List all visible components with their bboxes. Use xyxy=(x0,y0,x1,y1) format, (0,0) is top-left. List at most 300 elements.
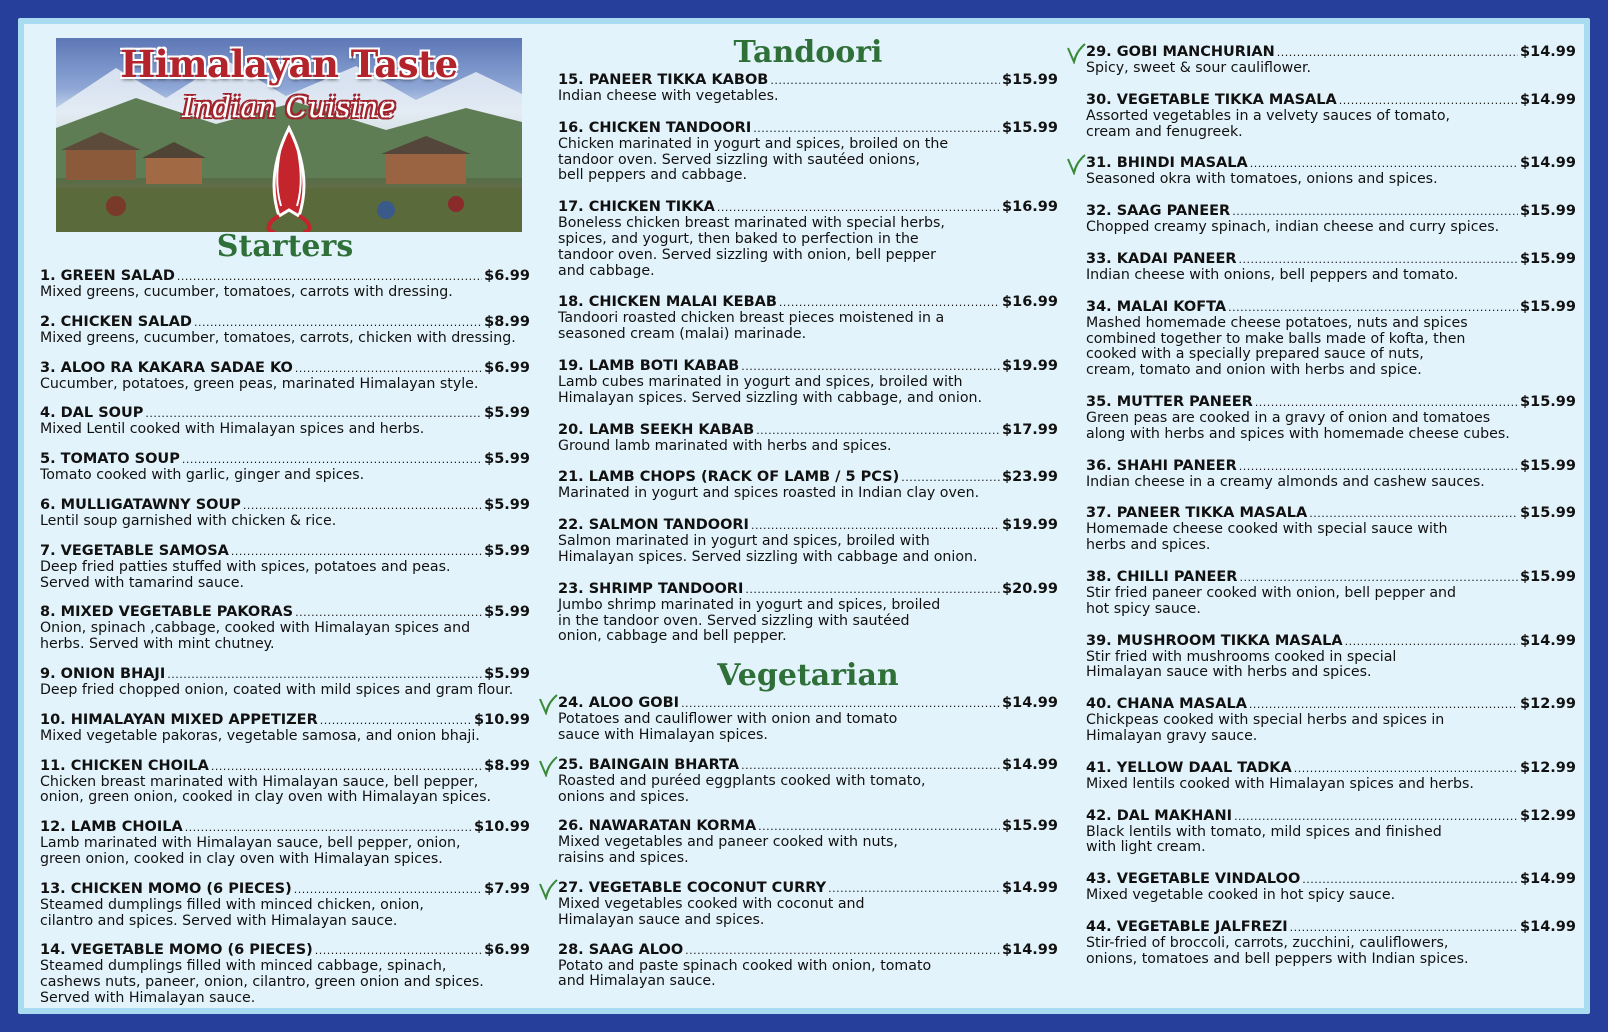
menu-item-price: $14.99 xyxy=(1002,695,1058,712)
leader-dots xyxy=(1255,395,1518,411)
menu-item-description: Jumbo shrimp marinated in yogurt and spices, broiled xyxy=(558,596,941,613)
restaurant-subtitle: Indian Cuisine xyxy=(182,90,396,124)
menu-item-price: $15.99 xyxy=(1520,298,1576,315)
menu-item-price: $10.99 xyxy=(474,819,530,836)
leader-dots xyxy=(770,73,1000,89)
menu-item-name: 39. MUSHROOM TIKKA MASALA xyxy=(1086,632,1343,649)
menu-item xyxy=(558,695,1058,744)
leader-dots xyxy=(1345,634,1518,650)
leader-dots xyxy=(1339,93,1518,109)
menu-item-description: Chicken breast marinated with Himalayan sauce, bell pepper, xyxy=(40,773,479,790)
leader-dots xyxy=(177,269,482,285)
menu-item-price: $15.99 xyxy=(1520,568,1576,585)
menu-item-description: Mixed greens, cucumber, tomatoes, carrots, chicken with dressing. xyxy=(40,329,516,346)
menu-item-description: Black lentils with tomato, mild spices and finished xyxy=(1086,823,1442,840)
menu-item-name: 28. SAAG ALOO xyxy=(558,941,684,958)
leader-dots xyxy=(1302,872,1518,888)
menu-item-description: Stir-fried of broccoli, carrots, zucchini, cauliflowers, xyxy=(1086,934,1449,951)
leader-dots xyxy=(828,881,1000,897)
menu-item xyxy=(1086,394,1576,443)
menu-item-name: 14. VEGETABLE MOMO (6 PIECES) xyxy=(40,942,313,959)
menu-item-header xyxy=(40,497,530,514)
leader-dots xyxy=(1239,252,1519,268)
menu-item-price: $15.99 xyxy=(1002,818,1058,835)
menu-item-name: 24. ALOO GOBI xyxy=(558,695,680,712)
menu-item-description: Onion, spinach ,cabbage, cooked with Himalayan spices and xyxy=(40,620,471,637)
menu-item-price: $14.99 xyxy=(1002,941,1058,958)
leader-dots xyxy=(294,882,482,898)
menu-item-name: 30. VEGETABLE TIKKA MASALA xyxy=(1086,91,1337,108)
menu-item-description: Served with Himalayan sauce. xyxy=(40,989,256,1006)
leader-dots xyxy=(1290,920,1518,936)
menu-item-name: 1. GREEN SALAD xyxy=(40,268,175,284)
menu-item-header xyxy=(40,942,530,959)
menu-item-description: tandoor oven. Served sizzling with onion, bell pepper xyxy=(558,246,936,263)
menu-item xyxy=(40,543,530,592)
menu-item-description: Mixed vegetables cooked with coconut and xyxy=(558,895,865,912)
menu-item-description: Served with tamarind sauce. xyxy=(40,574,244,591)
leader-dots xyxy=(901,470,1000,486)
menu-item xyxy=(40,451,530,484)
menu-item xyxy=(1086,633,1576,682)
menu-item-description: Green peas are cooked in a gravy of onion and tomatoes xyxy=(1086,409,1491,426)
menu-item-name: 10. HIMALAYAN MIXED APPETIZER xyxy=(40,711,318,728)
menu-item-description: Himalayan spices. Served sizzling with cabbage, and onion. xyxy=(558,389,983,406)
menu-item-price: $5.99 xyxy=(484,542,530,559)
vegan-leaf-icon xyxy=(1066,42,1086,64)
menu-item-name: 4. DAL SOUP xyxy=(40,405,144,422)
menu-item-name: 6. MULLIGATAWNY SOUP xyxy=(40,496,241,513)
vegetarian-continued-column xyxy=(1086,44,1576,968)
menu-item xyxy=(558,72,1058,105)
menu-item xyxy=(558,358,1058,407)
menu-frame xyxy=(18,18,1590,1014)
menu-item-name: 23. SHRIMP TANDOORI xyxy=(558,580,744,597)
menu-item-description: Steamed dumplings filled with minced cabbage, spinach, xyxy=(40,958,447,975)
leader-dots xyxy=(185,820,472,836)
menu-item-name: 20. LAMB SEEKH KABAB xyxy=(558,421,755,438)
menu-item xyxy=(40,666,530,699)
menu-item-name: 40. CHANA MASALA xyxy=(1086,696,1247,713)
menu-panel xyxy=(24,24,1584,1008)
menu-item-header xyxy=(558,880,1058,897)
menu-item-price: $8.99 xyxy=(484,757,530,774)
menu-item-price: $17.99 xyxy=(1002,421,1058,438)
leader-dots xyxy=(745,582,1000,598)
menu-item-name: 44. VEGETABLE JALFREZI xyxy=(1086,918,1288,935)
menu-item xyxy=(1086,696,1576,745)
menu-item-header xyxy=(1086,569,1576,586)
leader-dots xyxy=(243,498,482,514)
menu-item-description: Assorted vegetables in a velvety sauces of tomato, xyxy=(1086,107,1451,124)
menu-item xyxy=(558,469,1058,502)
menu-item-header xyxy=(1086,760,1576,777)
leader-dots xyxy=(182,452,482,468)
menu-item-price: $6.99 xyxy=(484,359,530,376)
menu-item-header xyxy=(558,72,1058,89)
menu-item-description: Roasted and puréed eggplants cooked with tomato, xyxy=(558,772,926,789)
leader-dots xyxy=(758,819,1000,835)
menu-item-header xyxy=(1086,696,1576,713)
menu-item-header xyxy=(558,120,1058,137)
restaurant-banner xyxy=(56,38,522,232)
menu-item-header xyxy=(558,695,1058,712)
menu-item-name: 11. CHICKEN CHOILA xyxy=(40,757,209,774)
menu-item-name: 43. VEGETABLE VINDALOO xyxy=(1086,871,1301,888)
menu-item-description: Lentil soup garnished with chicken & rice. xyxy=(40,512,337,529)
menu-item-description: Ground lamb marinated with herbs and spices. xyxy=(558,437,892,454)
menu-item xyxy=(558,581,1058,645)
menu-item-header xyxy=(40,451,530,468)
menu-item xyxy=(558,880,1058,929)
menu-item-description: cilantro and spices. Served with Himalayan sauce. xyxy=(40,912,398,929)
menu-item-header xyxy=(558,942,1058,959)
leader-dots xyxy=(1232,204,1518,220)
menu-item-description: Mixed lentils cooked with Himalayan spices and herbs. xyxy=(1086,775,1474,792)
menu-item-header xyxy=(1086,203,1576,220)
menu-item-header xyxy=(40,712,530,729)
leader-dots xyxy=(1250,156,1518,172)
menu-item-price: $19.99 xyxy=(1002,517,1058,534)
menu-item-description: Mixed vegetables and paneer cooked with nuts, xyxy=(558,834,898,851)
menu-item-price: $8.99 xyxy=(484,313,530,330)
menu-item-price: $15.99 xyxy=(1520,203,1576,220)
menu-item-description: Marinated in yogurt and spices roasted in Indian clay oven. xyxy=(558,485,980,502)
leader-dots xyxy=(320,713,472,729)
menu-item xyxy=(40,819,530,868)
menu-item-price: $10.99 xyxy=(474,711,530,728)
menu-item-header xyxy=(1086,251,1576,268)
menu-item-price: $5.99 xyxy=(484,405,530,422)
menu-item-name: 27. VEGETABLE COCONUT CURRY xyxy=(558,879,827,896)
menu-item-price: $19.99 xyxy=(1002,357,1058,374)
menu-item-name: 5. TOMATO SOUP xyxy=(40,451,180,468)
menu-item xyxy=(558,942,1058,991)
menu-item-name: 32. SAAG PANEER xyxy=(1086,203,1231,220)
menu-item-description: Cucumber, potatoes, green peas, marinated Himalayan style. xyxy=(40,375,479,392)
menu-item-header xyxy=(40,819,530,836)
menu-item-header xyxy=(1086,299,1576,316)
vegan-leaf-icon xyxy=(538,878,558,900)
menu-item-header xyxy=(40,405,530,422)
menu-item xyxy=(40,360,530,393)
leader-dots xyxy=(1309,506,1518,522)
menu-item xyxy=(1086,299,1576,379)
menu-item-header xyxy=(558,581,1058,598)
menu-item-header xyxy=(1086,505,1576,522)
leader-dots xyxy=(751,518,1000,534)
menu-item-header xyxy=(1086,919,1576,936)
menu-item-description: Potatoes and cauliflower with onion and tomato xyxy=(558,711,898,728)
menu-item xyxy=(40,268,530,301)
menu-item-price: $15.99 xyxy=(1520,250,1576,267)
menu-item-description: Homemade cheese cooked with special sauce with xyxy=(1086,521,1448,538)
menu-item-price: $15.99 xyxy=(1002,119,1058,136)
menu-item xyxy=(558,517,1058,566)
leader-dots xyxy=(295,361,482,377)
menu-item-price: $14.99 xyxy=(1520,632,1576,649)
menu-item-price: $15.99 xyxy=(1520,393,1576,410)
leader-dots xyxy=(756,423,1000,439)
menu-item-description: and cabbage. xyxy=(558,262,655,279)
menu-item-description: onion, green onion, cooked in clay oven with Himalayan spices. xyxy=(40,789,492,806)
menu-item-price: $15.99 xyxy=(1520,457,1576,474)
tandoori-column xyxy=(558,36,1058,990)
menu-item-description: Mixed Lentil cooked with Himalayan spices and herbs. xyxy=(40,421,425,438)
menu-item-header xyxy=(40,881,530,898)
menu-item-name: 13. CHICKEN MOMO (6 PIECES) xyxy=(40,880,292,897)
menu-item-header xyxy=(558,294,1058,311)
menu-item xyxy=(40,314,530,347)
menu-item-description: Himalayan gravy sauce. xyxy=(1086,727,1258,744)
menu-item-header xyxy=(1086,92,1576,109)
menu-item-description: onions, tomatoes and bell peppers with Indian spices. xyxy=(1086,950,1469,967)
menu-item-price: $14.99 xyxy=(1002,879,1058,896)
menu-item-description: onions and spices. xyxy=(558,788,690,805)
menu-item-description: tandoor oven. Served sizzling with sautéed onions, xyxy=(558,151,921,168)
menu-item xyxy=(40,497,530,530)
menu-item-description: hot spicy sauce. xyxy=(1086,600,1201,617)
leader-dots xyxy=(167,667,482,683)
leader-dots xyxy=(1239,459,1518,475)
menu-item-name: 35. MUTTER PANEER xyxy=(1086,393,1253,410)
menu-item-header xyxy=(1086,155,1576,172)
leader-dots xyxy=(1228,300,1518,316)
menu-item xyxy=(1086,760,1576,793)
menu-item-name: 31. BHINDI MASALA xyxy=(1086,155,1248,172)
menu-item-name: 33. KADAI PANEER xyxy=(1086,250,1237,267)
menu-item xyxy=(40,405,530,438)
vegetarian-list xyxy=(558,695,1058,990)
leader-dots xyxy=(741,758,1000,774)
leader-dots xyxy=(231,544,482,560)
menu-item xyxy=(1086,808,1576,857)
menu-item-description: Lamb marinated with Himalayan sauce, bell pepper, onion, xyxy=(40,835,461,852)
menu-item-header xyxy=(1086,458,1576,475)
menu-item-price: $14.99 xyxy=(1520,155,1576,172)
menu-item-price: $14.99 xyxy=(1002,756,1058,773)
menu-item-price: $7.99 xyxy=(484,880,530,897)
menu-item-name: 19. LAMB BOTI KABAB xyxy=(558,357,740,374)
menu-item-header xyxy=(558,199,1058,216)
menu-item-description: Mixed greens, cucumber, tomatoes, carrots with dressing. xyxy=(40,284,453,300)
menu-item-description: Deep fried chopped onion, coated with mild spices and gram flour. xyxy=(40,681,514,698)
menu-item-price: $6.99 xyxy=(484,268,530,284)
leader-dots xyxy=(194,315,482,331)
menu-item-description: raisins and spices. xyxy=(558,850,689,867)
menu-item-header xyxy=(558,469,1058,486)
menu-item-description: Mixed vegetable cooked in hot spicy sauce. xyxy=(1086,887,1396,904)
menu-item-description: cream, tomato and onion with herbs and spice. xyxy=(1086,362,1422,379)
restaurant-name: Himalayan Taste xyxy=(120,42,458,86)
menu-item-description: in the tandoor oven. Served sizzling with sautéed xyxy=(558,612,910,629)
menu-item-name: 34. MALAI KOFTA xyxy=(1086,298,1227,315)
section-title-starters: Starters xyxy=(216,229,354,264)
menu-item-description: Chickpeas cooked with special herbs and spices in xyxy=(1086,712,1445,729)
menu-item-name: 21. LAMB CHOPS (RACK OF LAMB / 5 PCS) xyxy=(558,469,900,486)
menu-item-price: $20.99 xyxy=(1002,580,1058,597)
menu-item xyxy=(558,120,1058,184)
menu-item-description: combined together to make balls made of kofta, then xyxy=(1086,330,1466,347)
menu-item-description: Seasoned okra with tomatoes, onions and spices. xyxy=(1086,171,1438,188)
menu-item-price: $15.99 xyxy=(1520,505,1576,522)
menu-item-header xyxy=(558,517,1058,534)
menu-item-price: $14.99 xyxy=(1520,871,1576,888)
menu-item-description: Chopped creamy spinach, indian cheese and curry spices. xyxy=(1086,219,1500,236)
menu-item-description: herbs. Served with mint chutney. xyxy=(40,636,275,653)
menu-item-price: $23.99 xyxy=(1002,469,1058,486)
menu-item-description: herbs and spices. xyxy=(1086,537,1211,554)
menu-item-description: Stir fried with mushrooms cooked in special xyxy=(1086,648,1397,665)
menu-item-name: 38. CHILLI PANEER xyxy=(1086,568,1238,585)
menu-item-description: Mashed homemade cheese potatoes, nuts and spices xyxy=(1086,314,1468,331)
menu-item xyxy=(558,818,1058,867)
leader-dots xyxy=(685,943,1000,959)
menu-item xyxy=(1086,251,1576,284)
menu-item-description: cashews nuts, paneer, onion, cilantro, green onion and spices. xyxy=(40,974,484,991)
menu-item-description: Tomato cooked with garlic, ginger and spices. xyxy=(40,467,365,484)
menu-item xyxy=(1086,203,1576,236)
menu-item xyxy=(40,604,530,653)
menu-item-name: 3. ALOO RA KAKARA SADAE KO xyxy=(40,359,293,376)
menu-item-header xyxy=(1086,633,1576,650)
menu-item-price: $14.99 xyxy=(1520,91,1576,108)
menu-item-name: 8. MIXED VEGETABLE PAKORAS xyxy=(40,604,294,621)
menu-item-name: 16. CHICKEN TANDOORI xyxy=(558,119,752,136)
leader-dots xyxy=(211,759,482,775)
menu-item-description: Salmon marinated in yogurt and spices, broiled with xyxy=(558,533,930,550)
menu-item-name: 41. YELLOW DAAL TADKA xyxy=(1086,759,1292,776)
starters-list xyxy=(40,268,530,1007)
menu-item-header xyxy=(558,818,1058,835)
menu-item-description: Stir fried paneer cooked with onion, bell pepper and xyxy=(1086,584,1457,601)
section-title-tandoori: Tandoori xyxy=(733,35,883,70)
leader-dots xyxy=(1294,761,1518,777)
menu-item-name: 2. CHICKEN SALAD xyxy=(40,313,192,330)
menu-item xyxy=(558,199,1058,279)
menu-item-name: 26. NAWARATAN KORMA xyxy=(558,818,757,835)
menu-item-description: Tandoori roasted chicken breast pieces moistened in a xyxy=(558,310,945,327)
tandoori-list xyxy=(558,72,1058,645)
vegan-leaf-icon xyxy=(538,693,558,715)
menu-item-description: cooked with a specially prepared sauce of nuts, xyxy=(1086,346,1424,363)
leader-dots xyxy=(753,121,1000,137)
menu-item xyxy=(1086,505,1576,554)
leader-dots xyxy=(717,200,1000,216)
menu-item xyxy=(40,881,530,930)
menu-item-header xyxy=(558,358,1058,375)
menu-item-description: Lamb cubes marinated in yogurt and spices, broiled with xyxy=(558,373,963,390)
menu-item xyxy=(40,758,530,807)
leader-dots xyxy=(681,696,1000,712)
menu-item-name: 7. VEGETABLE SAMOSA xyxy=(40,542,229,559)
leader-dots xyxy=(741,359,1000,375)
section-title-vegetarian: Vegetarian xyxy=(717,658,899,694)
menu-item-header xyxy=(558,422,1058,439)
menu-item xyxy=(40,712,530,745)
menu-item-description: with light cream. xyxy=(1086,839,1206,856)
menu-item-name: 9. ONION BHAJI xyxy=(40,665,166,682)
menu-item-name: 17. CHICKEN TIKKA xyxy=(558,199,715,216)
menu-item xyxy=(1086,569,1576,618)
menu-item-price: $15.99 xyxy=(1002,72,1058,88)
menu-item-description: seasoned cream (malai) marinade. xyxy=(558,326,807,343)
menu-item-price: $5.99 xyxy=(484,665,530,682)
leader-dots xyxy=(1234,809,1518,825)
leader-dots xyxy=(1249,697,1518,713)
menu-item xyxy=(1086,155,1576,188)
menu-item-description: green onion, cooked in clay oven with Himalayan spices. xyxy=(40,850,443,867)
menu-item-header xyxy=(1086,871,1576,888)
vegan-leaf-icon xyxy=(1066,153,1086,175)
leader-dots xyxy=(315,943,482,959)
menu-item-header xyxy=(40,314,530,331)
menu-item-description: Steamed dumplings filled with minced chicken, onion, xyxy=(40,896,424,913)
menu-item-description: Indian cheese with onions, bell peppers and tomato. xyxy=(1086,266,1459,283)
menu-item-price: $12.99 xyxy=(1520,807,1576,824)
menu-item xyxy=(1086,919,1576,968)
menu-item-description: cream and fenugreek. xyxy=(1086,123,1243,140)
leader-dots xyxy=(1239,570,1518,586)
menu-item-description: and Himalayan sauce. xyxy=(558,973,716,990)
menu-item-description: onion, cabbage and bell pepper. xyxy=(558,628,787,645)
menu-item-description: Indian cheese with vegetables. xyxy=(558,88,779,104)
menu-item-description: bell peppers and cabbage. xyxy=(558,167,747,184)
menu-item-price: $12.99 xyxy=(1520,696,1576,713)
leader-dots xyxy=(145,406,482,422)
menu-item-description: sauce with Himalayan spices. xyxy=(558,726,768,743)
vegetarian-continued-list xyxy=(1086,44,1576,968)
leader-dots xyxy=(779,295,1000,311)
menu-item-price: $5.99 xyxy=(484,496,530,513)
starters-column xyxy=(40,230,530,1007)
menu-item xyxy=(1086,92,1576,141)
menu-item-header xyxy=(1086,808,1576,825)
menu-item-price: $16.99 xyxy=(1002,199,1058,216)
menu-item xyxy=(558,294,1058,343)
menu-item-header xyxy=(1086,44,1576,61)
menu-item-description: Himalayan sauce and spices. xyxy=(558,911,765,928)
menu-item-header xyxy=(40,758,530,775)
menu-item-description: Boneless chicken breast marinated with special herbs, xyxy=(558,215,945,232)
menu-item-description: Deep fried patties stuffed with spices, potatoes and peas. xyxy=(40,558,451,575)
menu-item-header xyxy=(40,360,530,377)
menu-item-name: 18. CHICKEN MALAI KEBAB xyxy=(558,294,777,311)
menu-item-header xyxy=(558,757,1058,774)
menu-item-header xyxy=(1086,394,1576,411)
menu-item xyxy=(1086,458,1576,491)
menu-item-description: Mixed vegetable pakoras, vegetable samosa, and onion bhaji. xyxy=(40,727,480,744)
menu-item-price: $14.99 xyxy=(1520,918,1576,935)
menu-item-price: $14.99 xyxy=(1520,44,1576,60)
leader-dots xyxy=(295,605,482,621)
menu-item-name: 37. PANEER TIKKA MASALA xyxy=(1086,505,1308,522)
menu-item-price: $6.99 xyxy=(484,942,530,959)
menu-item-header xyxy=(40,268,530,285)
menu-item-name: 22. SALMON TANDOORI xyxy=(558,517,749,534)
menu-item-price: $5.99 xyxy=(484,604,530,621)
menu-item-description: Indian cheese in a creamy almonds and cashew sauces. xyxy=(1086,473,1485,490)
menu-item-name: 36. SHAHI PANEER xyxy=(1086,457,1237,474)
menu-item-description: Spicy, sweet & sour cauliflower. xyxy=(1086,60,1312,76)
menu-item-description: Potato and paste spinach cooked with onion, tomato xyxy=(558,957,932,974)
menu-item-description: along with herbs and spices with homemade cheese cubes. xyxy=(1086,425,1510,442)
menu-item-name: 12. LAMB CHOILA xyxy=(40,819,183,836)
menu-item-description: Himalayan spices. Served sizzling with cabbage and onion. xyxy=(558,548,978,565)
menu-item xyxy=(1086,44,1576,77)
menu-item xyxy=(40,942,530,1006)
menu-item-price: $12.99 xyxy=(1520,759,1576,776)
